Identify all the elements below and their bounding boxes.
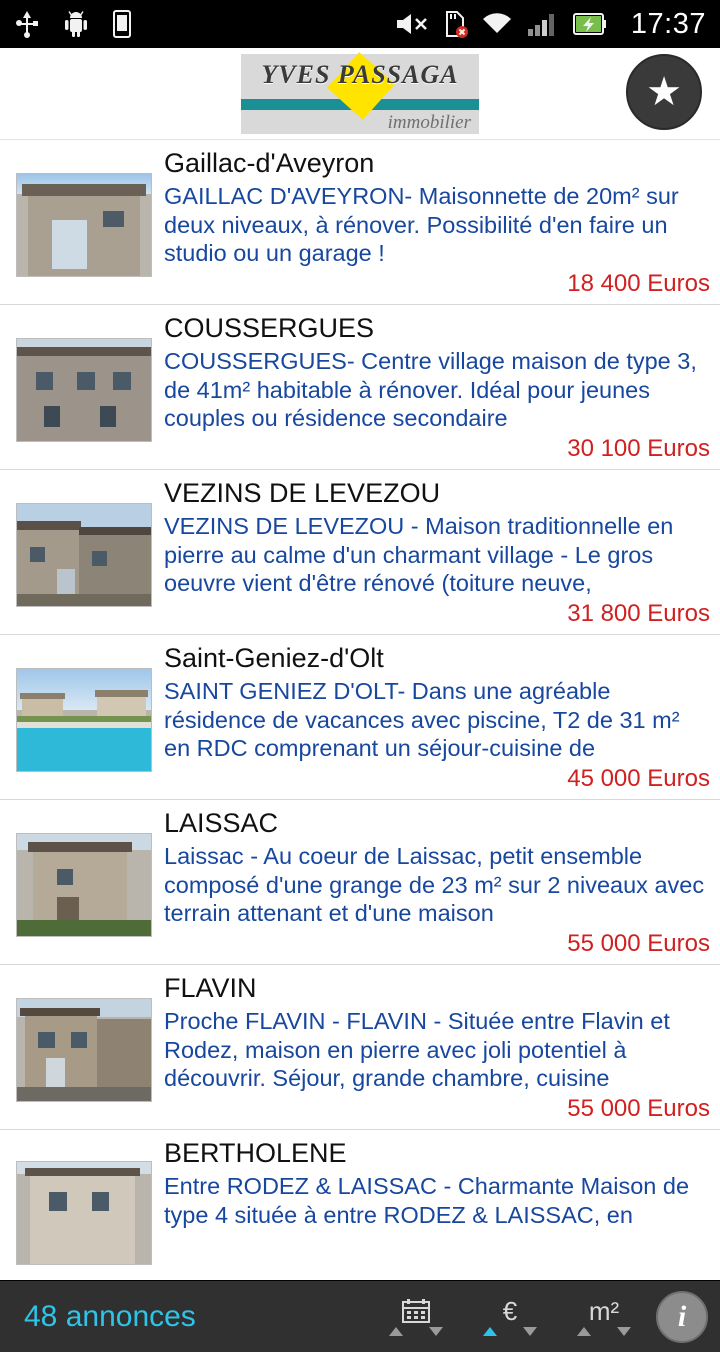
surface-sort-control[interactable] xyxy=(568,1297,640,1336)
listing-price: 55 000 Euros xyxy=(567,930,710,958)
list-item[interactable] xyxy=(0,140,720,305)
signal-icon xyxy=(527,11,559,37)
bottom-bar xyxy=(0,1280,720,1352)
sd-card-error-icon xyxy=(443,10,467,38)
status-clock: 17:37 xyxy=(630,7,706,40)
listing-thumbnail-wrap xyxy=(10,808,158,958)
wifi-icon xyxy=(481,11,513,37)
listing-thumbnail xyxy=(16,503,152,607)
star-icon: ★ xyxy=(646,70,682,114)
listing-thumbnail-wrap xyxy=(10,643,158,793)
surface-sort-desc-icon[interactable] xyxy=(617,1327,631,1336)
status-bar xyxy=(0,0,720,48)
listing-price: 30 100 Euros xyxy=(567,435,710,463)
list-item[interactable] xyxy=(0,635,720,800)
listing-thumbnail-wrap xyxy=(10,478,158,628)
listing-thumbnail xyxy=(16,338,152,442)
listing-thumbnail xyxy=(16,1161,152,1265)
listing-price: 55 000 Euros xyxy=(567,1095,710,1123)
usb-icon xyxy=(14,10,40,38)
listing-thumbnail xyxy=(16,173,152,277)
listing-info xyxy=(158,973,710,1123)
listing-thumbnail-wrap xyxy=(10,973,158,1123)
listing-info xyxy=(158,313,710,463)
listing-title: VEZINS DE LEVEZOU xyxy=(164,478,441,509)
listing-thumbnail-wrap xyxy=(10,148,158,298)
listing-info xyxy=(158,808,710,958)
listing-thumbnail xyxy=(16,998,152,1102)
listing-info xyxy=(158,478,710,628)
logo-subtitle: immobilier xyxy=(387,111,471,133)
euro-icon: € xyxy=(502,1296,518,1326)
price-sort-asc-icon[interactable] xyxy=(483,1327,497,1336)
date-sort-asc-icon[interactable] xyxy=(389,1327,403,1336)
price-sort-desc-icon[interactable] xyxy=(523,1327,537,1336)
android-robot-icon xyxy=(62,10,90,38)
listing-price: 45 000 Euros xyxy=(567,765,710,793)
agency-logo xyxy=(241,54,479,134)
status-left-icons xyxy=(14,10,132,38)
listing-thumbnail xyxy=(16,668,152,772)
info-button[interactable] xyxy=(656,1291,708,1343)
listing-description: COUSSERGUES- Centre village maison de type 3, de 41m² habitable à rénover. Idéal pour jeunes couples ou résidence secondaire xyxy=(164,348,697,432)
listing-description: SAINT GENIEZ D'OLT- Dans une agréable résidence de vacances avec piscine, T2 de 31 m² en RDC comprenant un séjour-cuisine de xyxy=(164,678,680,762)
listing-info xyxy=(158,643,710,793)
listing-thumbnail-wrap xyxy=(10,1138,158,1283)
listing-description: Proche FLAVIN - FLAVIN - Située entre Flavin et Rodez, maison en pierre avec joli potentiel à découvrir. Séjour, grande chambre, cuisine xyxy=(164,1008,670,1092)
listing-description: Laissac - Au coeur de Laissac, petit ensemble composé d'une grange de 23 m² sur 2 niveaux avec terrain attenant et d'une maison xyxy=(164,843,705,927)
square-meter-icon: m² xyxy=(588,1296,620,1326)
listing-description: GAILLAC D'AVEYRON- Maisonnette de 20m² sur deux niveaux, à rénover. Possibilité d'en faire un studio ou un garage ! xyxy=(164,183,679,267)
listing-thumbnail-wrap xyxy=(10,313,158,463)
listing-title: BERTHOLENE xyxy=(164,1138,347,1169)
app-header xyxy=(0,48,720,140)
list-item[interactable] xyxy=(0,305,720,470)
list-item[interactable] xyxy=(0,1130,720,1290)
listing-price: 31 800 Euros xyxy=(567,600,710,628)
sort-controls xyxy=(380,1297,640,1336)
status-right-icons xyxy=(395,8,706,41)
listing-thumbnail xyxy=(16,833,152,937)
listing-title: COUSSERGUES xyxy=(164,313,375,344)
listing-title: FLAVIN xyxy=(164,973,257,1004)
listing-description: Entre RODEZ & LAISSAC - Charmante Maison de type 4 située à entre RODEZ & LAISSAC, en xyxy=(164,1173,690,1228)
logo-name: YVES PASSAGA xyxy=(261,60,459,90)
info-icon: i xyxy=(677,1299,687,1333)
listing-title: Saint-Geniez-d'Olt xyxy=(164,643,384,674)
listing-title: Gaillac-d'Aveyron xyxy=(164,148,375,178)
device-icon xyxy=(112,10,132,38)
list-item[interactable] xyxy=(0,800,720,965)
price-sort-control[interactable] xyxy=(474,1297,546,1336)
listing-info xyxy=(158,1138,710,1283)
listing-price: 18 400 Euros xyxy=(567,270,710,298)
date-sort-desc-icon[interactable] xyxy=(429,1327,443,1336)
listing-title: LAISSAC xyxy=(164,808,279,839)
listing-list[interactable] xyxy=(0,140,720,1280)
list-item[interactable] xyxy=(0,470,720,635)
listing-description: VEZINS DE LEVEZOU - Maison traditionnelle en pierre au calme d'un charmant village - Le gros oeuvre vient d'être rénové (toiture neuve, xyxy=(164,513,674,597)
calendar-icon xyxy=(401,1297,431,1325)
listing-info xyxy=(158,148,710,298)
list-item[interactable] xyxy=(0,965,720,1130)
favorites-button[interactable] xyxy=(626,54,702,130)
results-count: 48 annonces xyxy=(24,1299,196,1333)
date-sort-control[interactable] xyxy=(380,1297,452,1336)
battery-charging-icon xyxy=(573,11,607,37)
mute-icon xyxy=(395,11,429,37)
surface-sort-asc-icon[interactable] xyxy=(577,1327,591,1336)
